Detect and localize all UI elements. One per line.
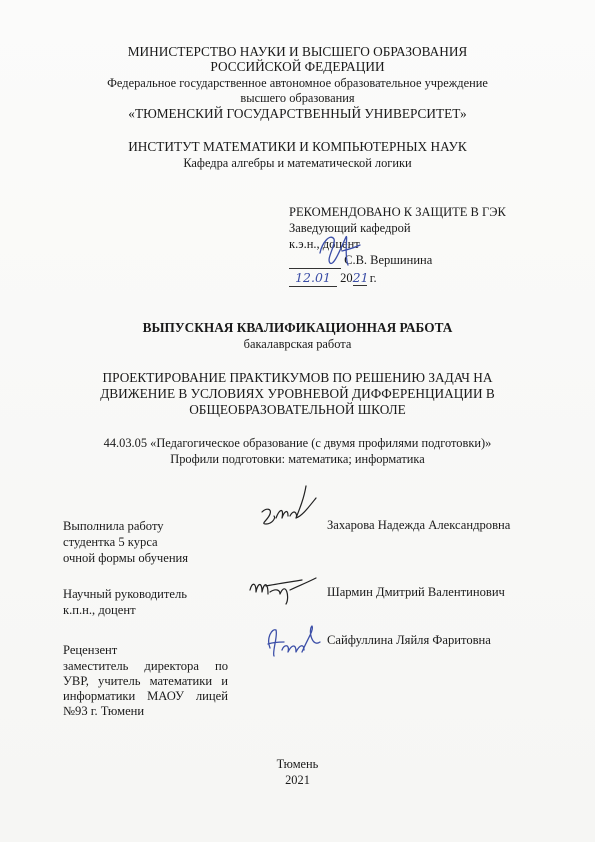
supervisor-role-line-2: к.п.н., доцент bbox=[63, 603, 136, 617]
university-name: «ТЮМЕНСКИЙ ГОСУДАРСТВЕННЫЙ УНИВЕРСИТЕТ» bbox=[128, 106, 467, 121]
reviewer-role-line-1: Рецензент bbox=[63, 643, 118, 657]
ministry-line-2: РОССИЙСКОЙ ФЕДЕРАЦИИ bbox=[210, 59, 385, 74]
author-signature-image bbox=[256, 478, 322, 538]
institute-name: ИНСТИТУТ МАТЕМАТИКИ И КОМПЬЮТЕРНЫХ НАУК bbox=[128, 139, 467, 154]
work-title-line-1: ПРОЕКТИРОВАНИЕ ПРАКТИКУМОВ ПО РЕШЕНИЮ ЗАДАЧ НА bbox=[102, 370, 493, 385]
author-role-line-1: Выполнила работу bbox=[63, 519, 164, 533]
approval-year: 21 bbox=[352, 270, 369, 285]
work-type: ВЫПУСКНАЯ КВАЛИФИКАЦИОННАЯ РАБОТА bbox=[142, 320, 453, 335]
approval-title: РЕКОМЕНДОВАНО К ЗАЩИТЕ В ГЭК bbox=[289, 205, 506, 219]
department-name: Кафедра алгебры и математической логики bbox=[183, 156, 412, 170]
work-title-line-2: ДВИЖЕНИЕ В УСЛОВИЯХ УРОВНЕВОЙ ДИФФЕРЕНЦИАЦИИ В bbox=[100, 386, 495, 401]
author-role-line-3: очной формы обучения bbox=[63, 551, 189, 565]
reviewer-signature-image bbox=[262, 618, 326, 662]
head-signature-image bbox=[312, 225, 364, 273]
specialty-code: 44.03.05 «Педагогическое образование (с двумя профилями подготовки)» bbox=[103, 436, 492, 450]
approval-date: 12.01 bbox=[295, 270, 331, 285]
approval-degree: к.э.н., доцент bbox=[289, 237, 360, 251]
work-subtype: бакалаврская работа bbox=[243, 337, 352, 351]
reviewer-name: Сайфуллина Ляйля Фаритовна bbox=[327, 633, 491, 647]
approval-year-prefix: 20 bbox=[340, 271, 353, 285]
supervisor-signature-image bbox=[246, 568, 320, 608]
supervisor-role-line-1: Научный руководитель bbox=[63, 587, 188, 601]
approval-role: Заведующий кафедрой bbox=[289, 221, 411, 235]
work-title-line-3: ОБЩЕОБРАЗОВАТЕЛЬНОЙ ШКОЛЕ bbox=[189, 402, 406, 417]
study-profiles: Профили подготовки: математика; информатика bbox=[170, 452, 425, 466]
approval-year-suffix: г. bbox=[369, 271, 377, 285]
institution-line-2: высшего образования bbox=[240, 91, 355, 105]
author-name: Захарова Надежда Александровна bbox=[327, 518, 511, 532]
supervisor-name: Шармин Дмитрий Валентинович bbox=[327, 585, 505, 599]
reviewer-role-text: заместитель директора по УВР, учитель математики и информатики МАОУ лицей №93 г. Тюмени bbox=[63, 659, 228, 718]
footer-year: 2021 bbox=[285, 773, 310, 787]
institution-line-1: Федеральное государственное автономное образовательное учреждение bbox=[107, 76, 488, 90]
approval-head-name: С.В. Вершинина bbox=[344, 253, 433, 267]
author-role-line-2: студентка 5 курса bbox=[63, 535, 158, 549]
ministry-line-1: МИНИСТЕРСТВО НАУКИ И ВЫСШЕГО ОБРАЗОВАНИЯ bbox=[127, 44, 468, 59]
footer-city: Тюмень bbox=[276, 757, 319, 771]
